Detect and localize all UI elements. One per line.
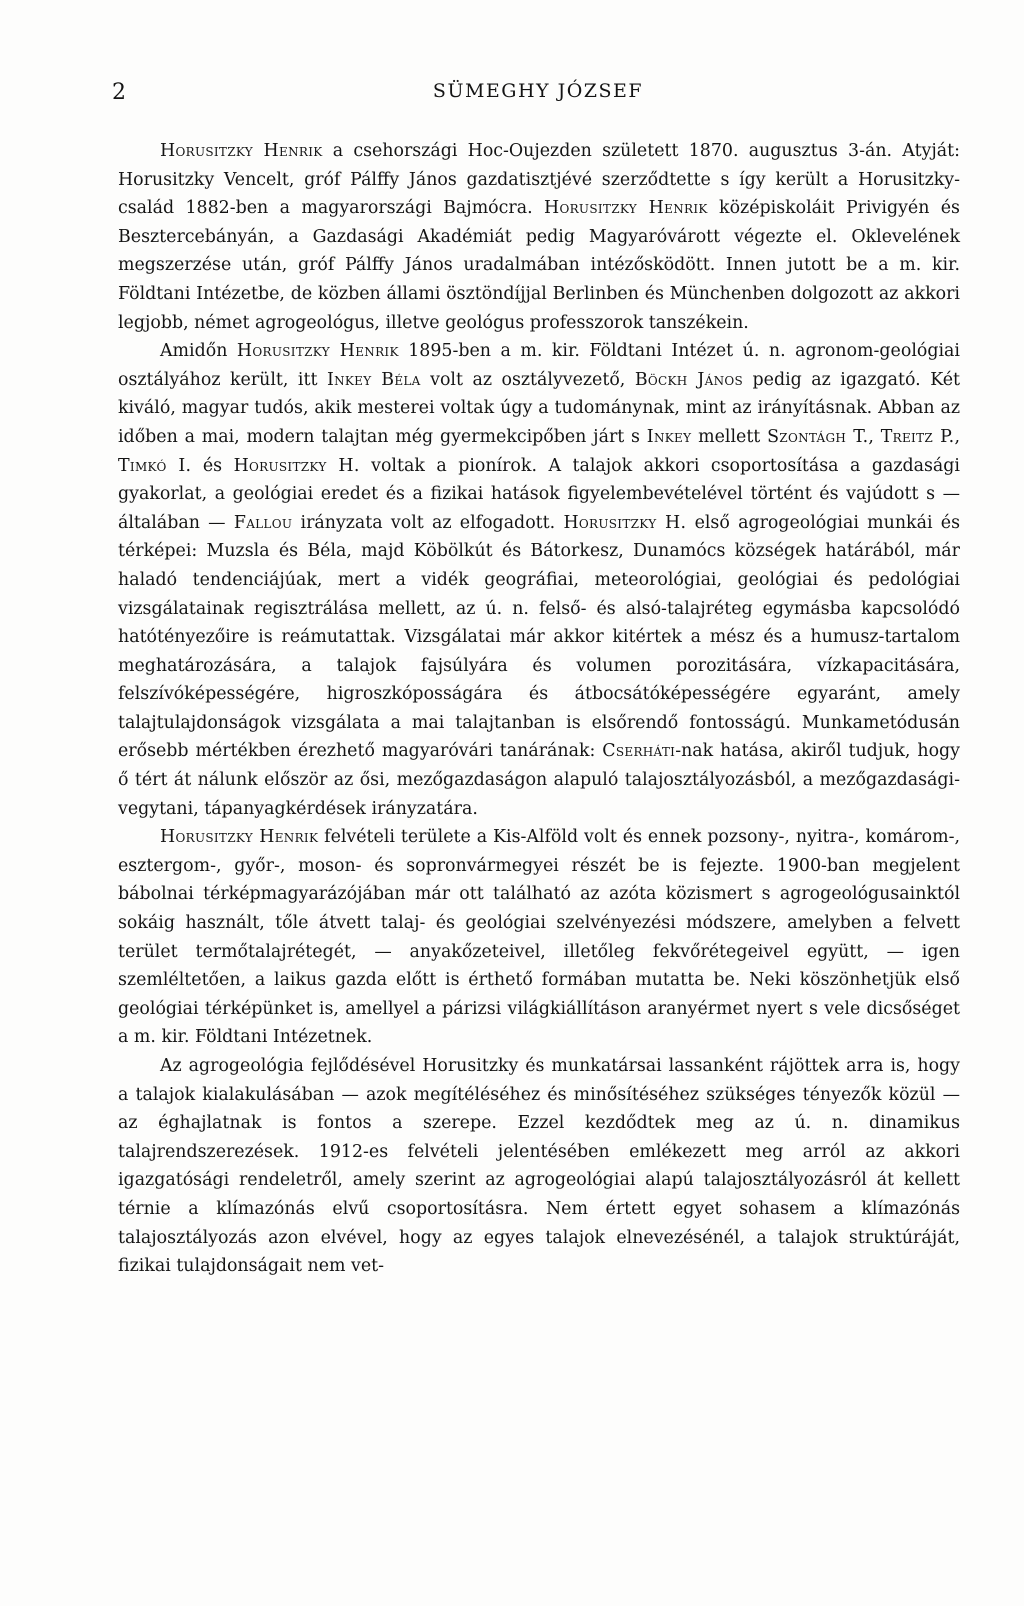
text-run: mellett	[691, 426, 768, 447]
text-run: a csehországi Hoc-Oujezden született 1870. augusztus 3-án. Atyját: Horusitzky Vencelt, gróf Pálffy János gazdatisztjévé szerződtette s így került a Horusitzky-család 1882-ben a magyarországi Bajmócra.	[118, 141, 960, 219]
text-run: felvételi területe a Kis-Alföld volt és ennek pozsony-, nyitra-, komárom-, esztergom-, győr-, moson- és sopronvármegyei részét be is fejezte. 1900-ban megjelent bábolnai térképmagyarázójában már ott található az azóta közismert s agrogeológusainktól sokáig használt, tőle átvett talaj- és geológiai szelvényezési módszere, amelyben a felvett terület termőtalajrétegét, — anyakőzeteivel, illetőleg fekvőrétegeivel együtt, — igen szemléltetően, a laikus gazda előtt is érthető formában mutatta be. Neki köszönhetjük első geológiai térképünket is, amellyel a párizsi világkiállításon aranyérmet nyert s vele dicsőséget a m. kir. Földtani Intézetnek.	[118, 827, 960, 1048]
running-head: SÜMEGHY JÓZSEF	[432, 80, 644, 102]
name-smallcaps: Horusitzky H.	[563, 512, 687, 533]
name-smallcaps: Szontágh T.	[767, 426, 869, 447]
body-text	[118, 137, 960, 1281]
name-smallcaps: Treitz P.	[880, 426, 955, 447]
name-smallcaps: Inkey	[646, 426, 692, 447]
page-number: 2	[112, 80, 126, 105]
name-smallcaps: Horusitzky Henrik	[160, 827, 319, 848]
name-smallcaps: Horusitzky Henrik	[160, 141, 323, 161]
text-run: 1895-ben a m. kir. Földtani Intézet ú. n. agronom-geológiai osztályához került, itt	[118, 341, 960, 390]
text-run: középiskoláit Privigyén és Besztercebányán, a Gazdasági Akadémiát pedig Magyaróvárott végezte el. Oklevelének megszerzése után, gróf Pálffy János uradalmában intézősködött. Innen jutott be a m. kir. Földtani Intézetbe, de közben állami ösztöndíjjal Berlinben és Münchenben dolgozott az akkori legjobb, német agrogeológus, illetve geológus professzorok tanszékein.	[118, 198, 960, 333]
page-header	[112, 72, 964, 112]
text-run: Az agrogeológia fejlődésével Horusitzky és munkatársai lassanként rájöttek arra is, hogy a talajok kialakulásában — azok megítéléséhez és minősítéséhez szükséges tényezők közül — az éghajlatnak is fontos a szerepe. Ezzel kezdődtek meg az ú. n. dinamikus talajrendszerezések. 1912-es felvételi jelentésében emlékezett meg arról az akkori igazgatósági rendeletről, amely szerint az agrogeológiai alapú talajosztályozásról át kellett térnie a klímazónás elvű csoportosításra. Nem értett egyet sohasem a klímazónás talajosztályozás azon elvével, hogy az egyes talajok elnevezésénél, a talajok struktúráját, fizikai tulajdonságait nem vet-	[118, 1056, 960, 1277]
name-smallcaps: Inkey Béla	[326, 369, 421, 390]
paragraph	[118, 137, 960, 337]
name-smallcaps: Timkó I.	[118, 455, 192, 476]
text-run: Amidőn	[160, 341, 237, 362]
text-run: irányzata volt az elfogadott.	[292, 512, 564, 533]
name-smallcaps: Fallou	[233, 512, 293, 533]
text-run: ,	[868, 426, 881, 447]
paragraph	[118, 823, 960, 1052]
paragraph	[118, 1052, 960, 1281]
name-smallcaps: Cserháti	[602, 741, 676, 762]
text-run: ,	[954, 426, 960, 447]
name-smallcaps: Horusitzky Henrik	[236, 341, 399, 362]
name-smallcaps: Horusitzky H.	[233, 455, 360, 476]
text-run: és	[191, 455, 234, 476]
paragraph	[118, 337, 960, 823]
text-run: pedig az igazgató. Két kiváló, magyar tudós, akik mesterei voltak úgy a tudománynak, mint az irányításnak. Abban az időben a mai, modern talajtan még gyermekcipőben járt s	[118, 369, 960, 447]
name-smallcaps: Böckh János	[634, 369, 744, 390]
text-run: -nak hatása, akiről tudjuk, hogy ő tért át nálunk először az ősi, mezőgazdaságon alapuló talajosztályozásból, a mezőgazdasági-vegytani, tápanyagkérdések irányzatára.	[118, 741, 961, 819]
name-smallcaps: Horusitzky Henrik	[543, 198, 708, 219]
text-run: volt az osztályvezető,	[420, 369, 635, 390]
text-run: voltak a pionírok. A talajok akkori csoportosítása a gazdasági gyakorlat, a geológiai eredet és a fizikai hatások figyelembevételével történt és vajúdott s — általában —	[118, 455, 960, 533]
text-run: első agrogeológiai munkái és térképei: Muzsla és Béla, majd Köbölkút és Bátorkesz, Dunamócs községek határából, már haladó tendenciájúak, mert a vidék geográfiai, meteorológiai, geológiai és pedológiai vizsgálatainak regisztrálása mellett, az ú. n. felső- és alsó-talajréteg egymásba kapcsolódó hatótényezőire is reámutattak. Vizsgálatai már akkor kitértek a mész és a humusz-tartalom meghatározására, a talajok fajsúlyára és volumen porozitására, vízkapacitására, felszívóképességére, higroszkóposságára és átbocsátóképességére egyaránt, amely talajtulajdonságok vizsgálata a mai talajtanban is elsőrendő fontosságú. Munkametódusán erősebb mértékben érezhető magyaróvári tanárának:	[118, 512, 960, 762]
